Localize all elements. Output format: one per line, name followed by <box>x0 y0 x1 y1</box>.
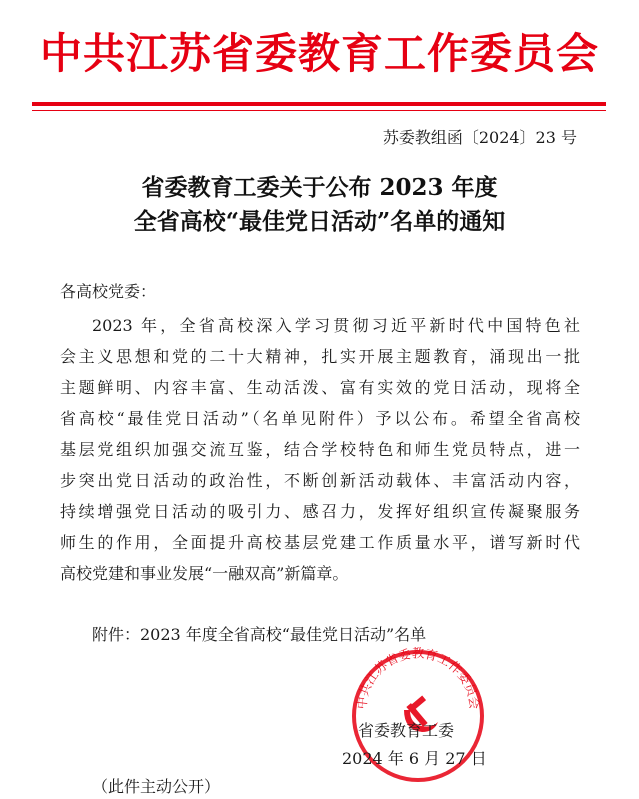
body-paragraph-line: 持续增强党日活动的吸引力、感召力，发挥好组织宣传凝聚服务 <box>60 502 580 521</box>
notice-title-line-1: 省委教育工委关于公布 2023 年度 <box>141 174 498 201</box>
body-paragraph-line: 省高校“最佳党日活动”（名单见附件）予以公布。希望全省高校 <box>60 409 580 428</box>
body-paragraph-line: 师生的作用，全面提升高校基层党建工作质量水平，谱写新时代 <box>60 533 580 552</box>
notice-title-line-2: 全省高校“最佳党日活动”名单的通知 <box>133 208 506 235</box>
header-red-rule-thick <box>32 102 606 106</box>
body-paragraph-line: 主题鲜明、内容丰富、生动活泼、富有实效的党日活动，现将全 <box>60 378 580 397</box>
document-number: 苏委教组函〔2024〕23 号 <box>382 128 577 147</box>
org-header-title: 中共江苏省委教育工作委员会 <box>39 29 599 78</box>
body-paragraph-line: 会主义思想和党的二十大精神，扎实开展主题教育，涌现出一批 <box>60 347 580 366</box>
body-paragraph-line: 2023 年，全省高校深入学习贯彻习近平新时代中国特色社 <box>92 316 580 335</box>
body-paragraph-line: 高校党建和事业发展“一融双高”新篇章。 <box>60 564 349 583</box>
header-red-rule-thin <box>32 110 606 111</box>
seal-text: 中共江苏省委教育工作委员会 <box>353 646 483 710</box>
issue-date: 2024 年 6 月 27 日 <box>342 749 487 768</box>
body-paragraph-line: 基层党组织加强交流互鉴，结合学校特色和师生党员特点，进一 <box>60 440 580 459</box>
body-paragraph-line: 步突出党日活动的政治性，不断创新活动载体、丰富活动内容， <box>60 471 580 490</box>
issuer-signature: 省委教育工委 <box>358 721 455 740</box>
disclosure-note: （此件主动公开） <box>92 777 221 796</box>
attachment-note: 附件：2023 年度全省高校“最佳党日活动”名单 <box>92 625 427 644</box>
salutation: 各高校党委： <box>60 282 157 301</box>
